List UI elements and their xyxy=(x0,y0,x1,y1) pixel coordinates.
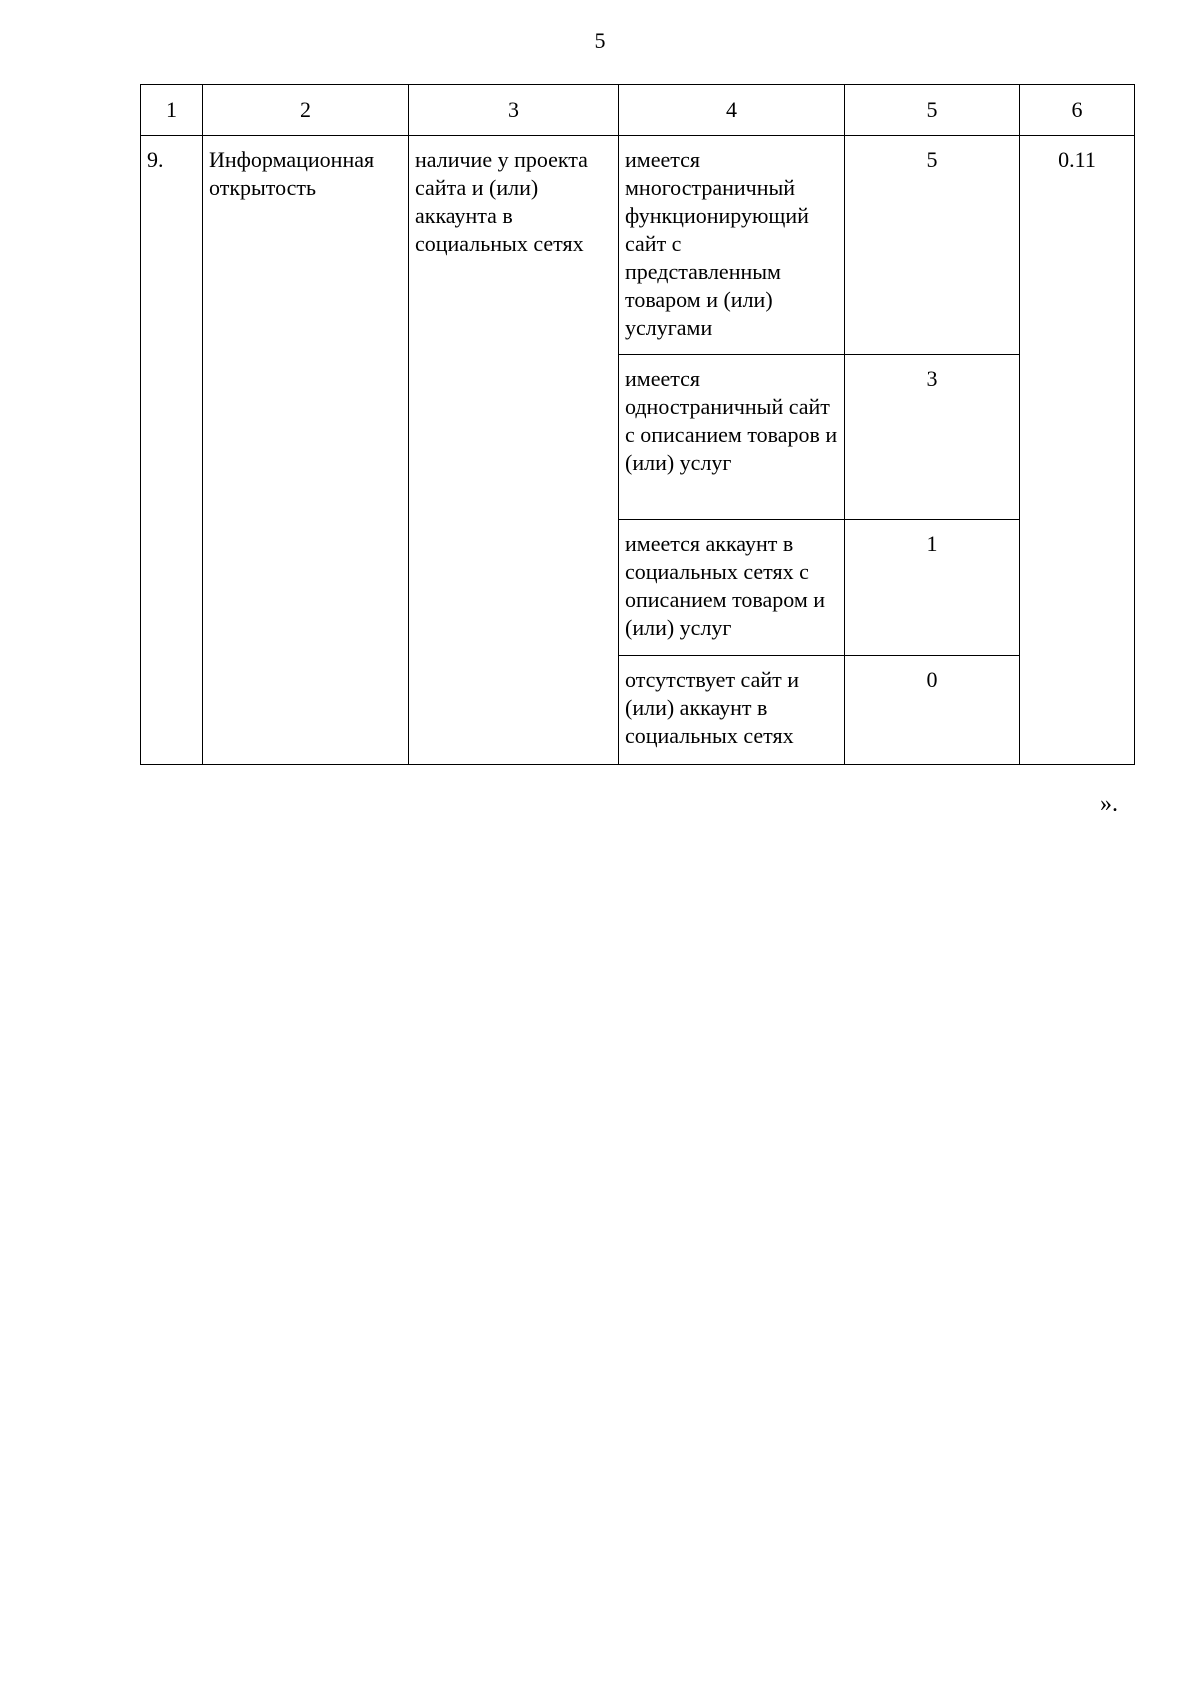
table-header-row xyxy=(141,85,1135,136)
table-row xyxy=(141,136,1135,355)
column-header-3: 3 xyxy=(409,85,619,136)
page-number: 5 xyxy=(594,28,606,53)
option-description: имеется одностраничный сайт с описанием товаров и (или) услуг xyxy=(619,355,845,520)
column-header-1: 1 xyxy=(141,85,203,136)
criteria-table xyxy=(140,84,1135,765)
column-header-6: 6 xyxy=(1020,85,1135,136)
option-description: имеется аккаунт в социальных сетях с описанием товаром и (или) услуг xyxy=(619,520,845,656)
column-header-4: 4 xyxy=(619,85,845,136)
option-score: 0 xyxy=(845,656,1020,765)
option-score: 1 xyxy=(845,520,1020,656)
option-description: отсутствует сайт и (или) аккаунт в социальных сетях xyxy=(619,656,845,765)
column-header-5: 5 xyxy=(845,85,1020,136)
closing-quote: ». xyxy=(1100,791,1118,817)
criterion-name: Информационная открытость xyxy=(203,136,409,765)
row-number: 9. xyxy=(141,136,203,765)
column-header-2: 2 xyxy=(203,85,409,136)
option-description: имеется многостраничный функционирующий сайт с представленным товаром и (или) услугами xyxy=(619,136,845,355)
option-score: 5 xyxy=(845,136,1020,355)
option-score: 3 xyxy=(845,355,1020,520)
criterion-weight: 0.11 xyxy=(1020,136,1135,765)
indicator-description: наличие у проекта сайта и (или) аккаунта в социальных сетях xyxy=(409,136,619,765)
